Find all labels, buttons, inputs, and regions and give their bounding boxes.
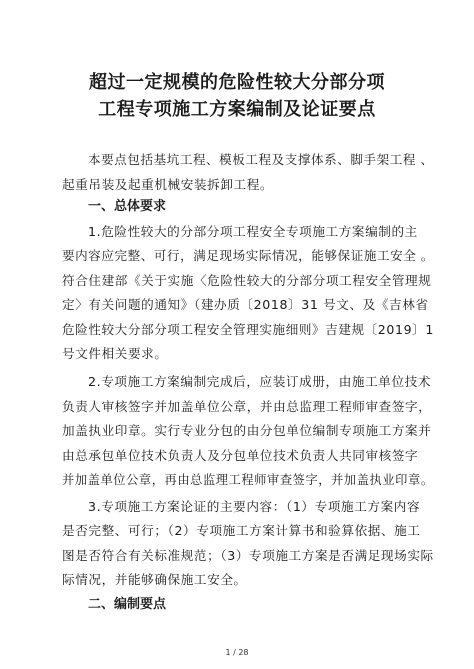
section-heading-compilation-points: 二、编制要点 bbox=[88, 597, 167, 612]
page-number: 1 / 28 bbox=[225, 648, 249, 657]
para1-line-2: 要内容应完整、可行，满足现场实际情况，能够保证施工安全 。 bbox=[62, 248, 435, 263]
document-title-line-2: 工程专项施工方案编制及论证要点 bbox=[98, 99, 376, 120]
para2-line-4: 由总承包单位技术负责人及分包单位技术负责人共同审核签字 bbox=[62, 448, 419, 463]
para2-line-5: 并加盖单位公章，再由总监理工程师审查签字，并加盖执业印章。 bbox=[62, 472, 434, 487]
para2-line-3: 加盖执业印章。实行专业分包的由分包单位编制专项施工方案并 bbox=[62, 423, 432, 438]
para1-line-5: 危险性较大分部分项工程安全管理实施细则》吉建规〔2019〕1 bbox=[62, 322, 434, 337]
para1-line-3: 符合住建部《关于实施〈危险性较大的分部分项工程安全管理规 bbox=[62, 273, 432, 288]
para2-line-1: 2.专项施工方案编制完成后，应装订成册，由施工单位技术 bbox=[88, 374, 432, 389]
para3-line-3: 图是否符合有关标准规范；（3）专项施工方案是否满足现场实际 bbox=[62, 548, 434, 563]
para2-line-2: 负责人审核签字并加盖单位公章，并由总监理工程师审查签字， bbox=[62, 399, 432, 414]
intro-line-1: 本要点包括基坑工程、模板工程及支撑体系、脚手架工程 、 bbox=[88, 152, 434, 167]
para1-line-4: 定〉有关问题的通知》（建办质〔2018〕31 号文、及《吉林省 bbox=[62, 297, 429, 312]
para1-line-6: 号文件相关要求。 bbox=[62, 346, 168, 361]
para3-line-2: 是否完整、可行；（2）专项施工方案计算书和验算依据、施工 bbox=[62, 523, 421, 538]
para1-line-1: 1.危险性较大的分部分项工程安全专项施工方案编制的主 bbox=[88, 224, 418, 239]
para3-line-1: 3.专项施工方案论证的主要内容：（1）专项施工方案内容 bbox=[88, 499, 421, 514]
section-heading-general-requirements: 一、总体要求 bbox=[88, 199, 167, 214]
para3-line-4: 际情况，并能够确保施工安全。 bbox=[62, 572, 247, 587]
document-title-line-1: 超过一定规模的危险性较大分部分项 bbox=[89, 72, 385, 93]
intro-line-2: 起重吊装及起重机械安装拆卸工程。 bbox=[62, 177, 274, 192]
